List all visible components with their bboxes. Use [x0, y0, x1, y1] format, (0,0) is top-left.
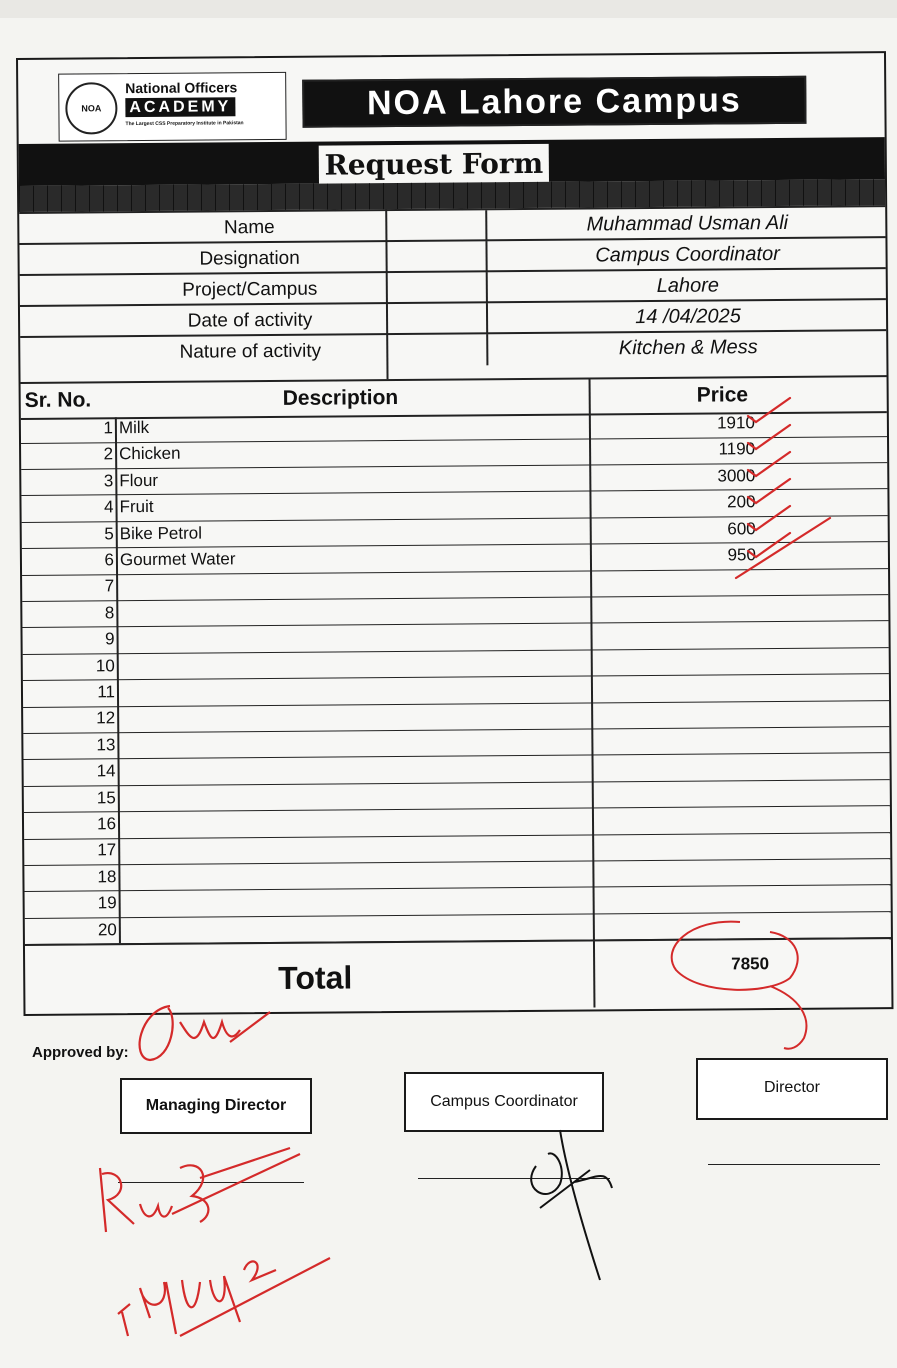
check-mark-icon [748, 398, 790, 422]
info-label: Designation [199, 247, 300, 270]
row-sr-no: 19 [97, 893, 117, 913]
row-price: 3000 [717, 466, 756, 486]
row-description: Bike Petrol [119, 523, 203, 543]
coordinator-signature [531, 1130, 612, 1280]
row-sr-no: 5 [104, 523, 114, 543]
row-sr-no: 11 [97, 682, 116, 702]
total-label: Total [278, 959, 353, 996]
logo-tagline: The Largest CSS Preparatory Institute in Pakistan [125, 120, 244, 128]
row-description: Milk [118, 417, 150, 438]
info-label: Project/Campus [182, 278, 318, 301]
header-price: Price [696, 383, 749, 407]
row-price: 600 [727, 518, 756, 539]
info-value: 14 /04/2025 [486, 300, 888, 334]
row-price: 200 [727, 492, 756, 512]
check-mark-icon [748, 452, 790, 476]
ink-annotations [0, 18, 897, 1368]
row-description: Fruit [119, 497, 154, 517]
row-description: Gourmet Water [119, 549, 236, 570]
row-sr-no: 10 [95, 655, 115, 675]
check-mark-icon [748, 425, 790, 449]
row-sr-no: 3 [103, 471, 114, 491]
logo-emblem-icon: NOA [65, 82, 117, 134]
row-sr-no: 8 [104, 603, 115, 623]
check-mark-icon [748, 533, 790, 557]
info-label: Name [223, 216, 275, 239]
row-sr-no: 13 [96, 735, 116, 755]
campus-title: NOA Lahore Campus [302, 76, 806, 128]
row-sr-no: 6 [104, 550, 115, 570]
form-title: Request Form [319, 144, 549, 186]
campus-coordinator-label: Campus Coordinator [430, 1093, 578, 1110]
info-value: Muhammad Usman Ali [485, 207, 887, 241]
logo-name: National Officers [125, 79, 238, 97]
row-sr-no: 15 [96, 787, 116, 807]
row-sr-no: 4 [103, 497, 114, 517]
info-label: Date of activity [187, 309, 313, 332]
row-sr-no: 7 [104, 576, 115, 596]
row-sr-no: 18 [97, 867, 117, 887]
row-sr-no: 14 [96, 761, 116, 781]
info-value: Lahore [486, 269, 888, 303]
approver-signature [140, 1006, 270, 1060]
row-price: 1910 [716, 413, 755, 433]
row-sr-no: 12 [96, 708, 116, 728]
row-description: Flour [119, 470, 159, 490]
row-price: 1190 [718, 439, 756, 459]
row-sr-no: 2 [103, 444, 114, 464]
row-sr-no: 1 [103, 418, 113, 438]
md-signature [100, 1148, 300, 1232]
total-value: 7850 [731, 954, 770, 974]
info-value: Kitchen & Mess [486, 331, 888, 365]
row-price: 950 [727, 545, 756, 565]
total-circle [672, 922, 807, 1049]
managing-director-label: Managing Director [145, 1097, 287, 1114]
strike-line [736, 518, 830, 578]
logo-academy: ACADEMY [125, 97, 235, 117]
check-mark-icon [748, 506, 790, 530]
header-description: Description [282, 386, 399, 410]
check-mark-icon [748, 479, 790, 503]
handwritten-date [118, 1258, 330, 1368]
approved-by-label: Approved by: [32, 1044, 129, 1061]
row-description: Chicken [119, 444, 181, 464]
paper-sheet [0, 18, 897, 1368]
row-sr-no: 16 [97, 814, 117, 834]
row-sr-no: 9 [105, 629, 115, 649]
info-value: Campus Coordinator [485, 238, 887, 272]
director-label: Director [763, 1079, 820, 1096]
row-sr-no: 17 [97, 840, 117, 860]
header-sr-no: Sr. No. [24, 388, 92, 412]
info-label: Nature of activity [179, 340, 322, 363]
row-sr-no: 20 [97, 919, 117, 939]
